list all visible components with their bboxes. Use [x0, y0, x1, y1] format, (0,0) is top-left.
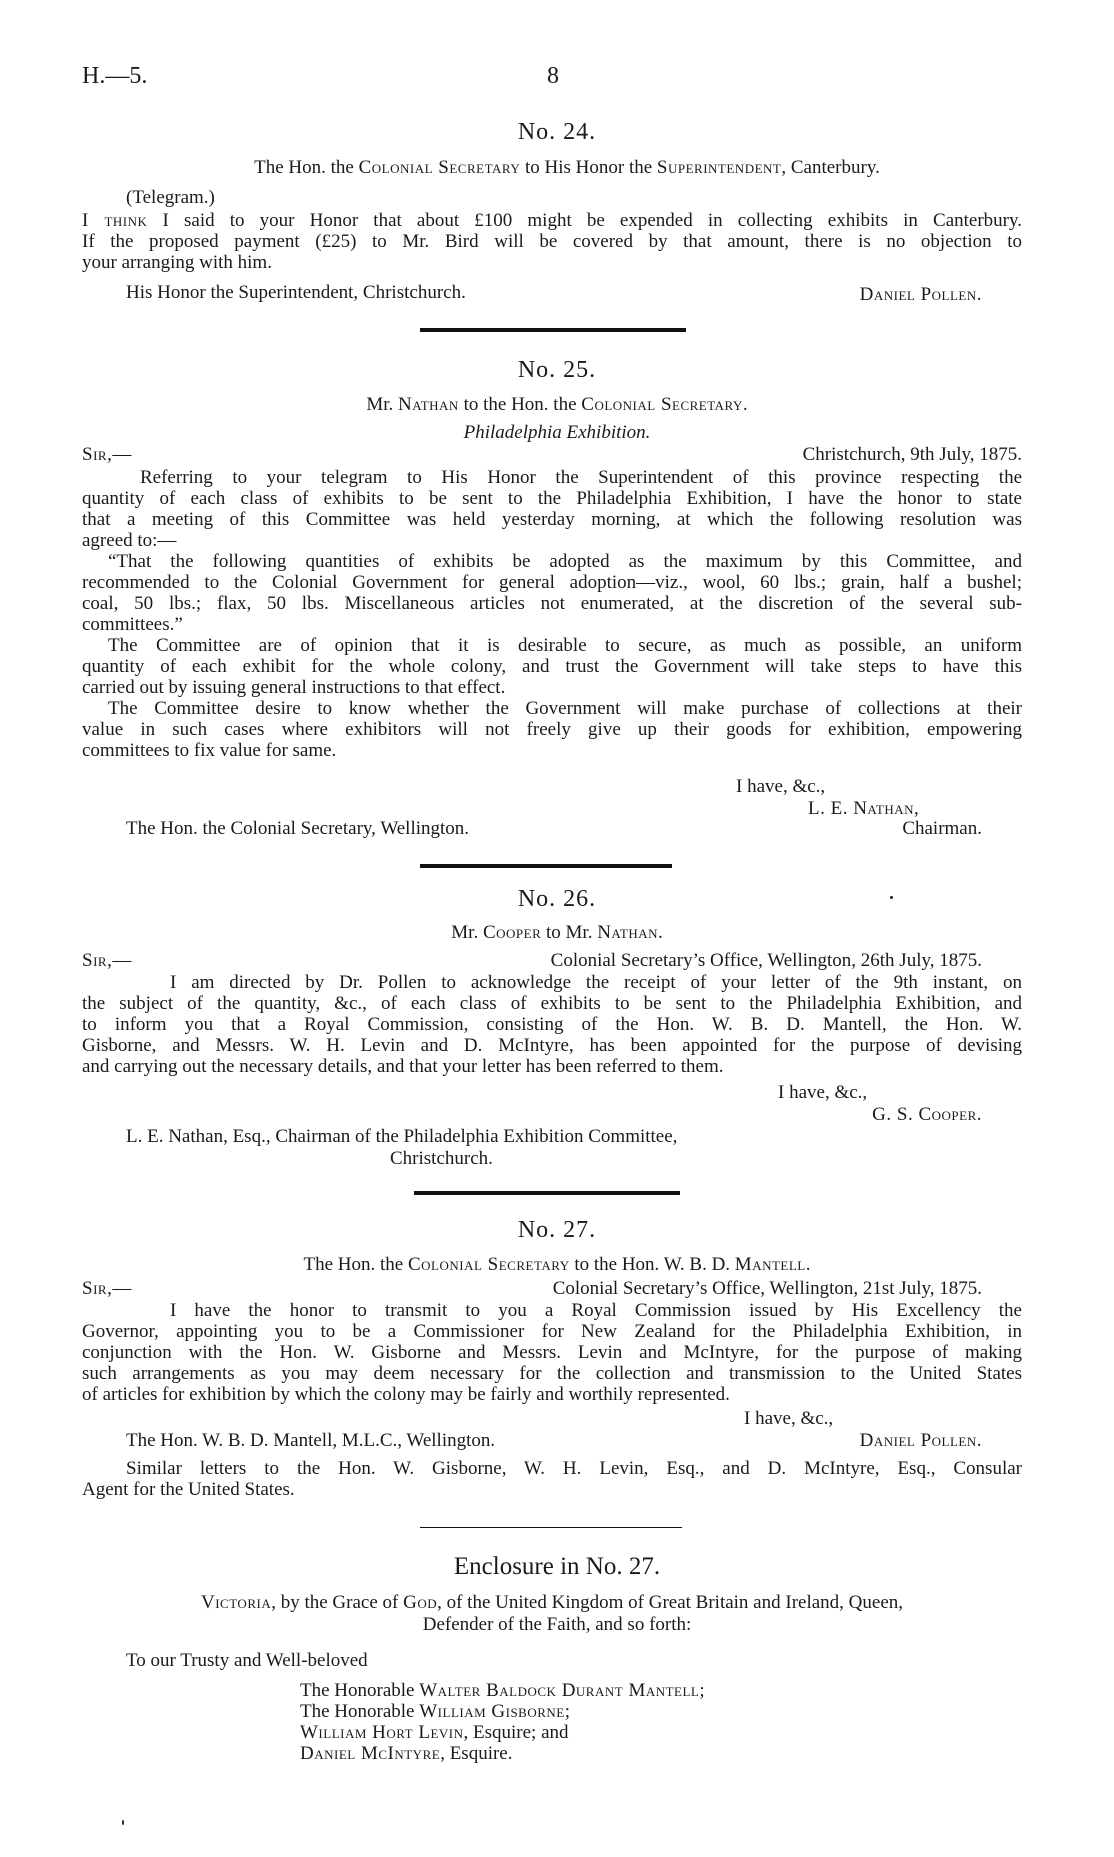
addressee-26-line2: Christchurch.	[390, 1148, 493, 1169]
ink-speck	[122, 1820, 124, 1825]
proclamation-line1: Victoria, by the Grace of God, of the United Kingdom of Great Britain and Ireland, Queen,	[201, 1592, 903, 1613]
closing-27: I have, &c.,	[744, 1408, 834, 1429]
recipient: The Honorable William Gisborne;	[300, 1701, 571, 1722]
dateline-27: Colonial Secretary’s Office, Wellington, 21st July, 1875.	[552, 1278, 982, 1299]
enclosure-title: Enclosure in No. 27.	[453, 1553, 661, 1580]
recipient: The Honorable Walter Baldock Durant Mantell;	[300, 1680, 705, 1701]
ink-speck	[890, 896, 893, 899]
salutation-26: Sir,—	[82, 950, 132, 971]
letter-subject-25: Philadelphia Exhibition.	[463, 422, 651, 443]
dateline-25: Christchurch, 9th July, 1875.	[802, 444, 1022, 465]
addressee-27: The Hon. W. B. D. Mantell, M.L.C., Wellington.	[126, 1430, 496, 1451]
addressee-24: His Honor the Superintendent, Christchurch.	[126, 282, 466, 303]
closing-26: I have, &c.,	[778, 1082, 868, 1103]
section-divider	[420, 328, 686, 332]
letter-body-27: I have the honor to transmit to you a Royal Commission issued by His Excellency the Governor, appointing you to be a Commissioner for New Zealand for the Philadelphia Exhibition, in conjunction with the Hon. W. Gisborne and Messrs. Levin and McIntyre, for the purpose of making such arrangements as you may deem necessary for the collection and transmission to the United States of articles for exhibition by which the colony may be fairly and worthily represented.	[82, 1300, 1022, 1405]
series-marker: H.—5.	[82, 63, 148, 89]
recipient-list	[300, 1680, 705, 1764]
signer-title-25: Chairman.	[902, 818, 982, 839]
closing-25: I have, &c.,	[736, 776, 826, 797]
item-heading-24: The Hon. the Colonial Secretary to His Honor the Superintendent, Canterbury.	[254, 157, 880, 178]
item-heading-26: Mr. Cooper to Mr. Nathan.	[451, 922, 663, 943]
note-27: Similar letters to the Hon. W. Gisborne, W. H. Levin, Esq., and D. McIntyre, Esq., Consular Agent for the United States.	[82, 1458, 1022, 1500]
dateline-26: Colonial Secretary’s Office, Wellington, 26th July, 1875.	[550, 950, 982, 971]
letter-body-25: Referring to your telegram to His Honor the Superintendent of this province respecting the quantity of each class of exhibits to be sent to the Philadelphia Exhibition, I have the honor to state that a meeting of this Committee was held yesterday morning, at which the following resolution was agreed to:— “That the following quantities of exhibits be adopted as the maximum by this Committee, and recommended to the Colonial Government for general adoption—viz., wool, 60 lbs.; grain, half a bushel; coal, 50 lbs.; flax, 50 lbs. Miscellaneous articles not enumerated, at the discretion of the several sub- committees.” The Committee are of opinion that it is desirable to secure, as much as possible, an uniform quantity of each exhibit for the whole colony, and trust the Government will take steps to have this carried out by issuing general instructions to that effect. The Committee desire to know whether the Government will make purchase of collections at their value in such cases where exhibitors will not freely give up their goods for exhibition, empowering committees to fix value for same.	[82, 467, 1022, 761]
recipient: Daniel McIntyre, Esquire.	[300, 1743, 513, 1764]
recipient: William Hort Levin, Esquire; and	[300, 1722, 569, 1743]
addressee-26-line1: L. E. Nathan, Esq., Chairman of the Philadelphia Exhibition Committee,	[126, 1126, 678, 1147]
salutation-27: Sir,—	[82, 1278, 132, 1299]
proclamation-line2: Defender of the Faith, and so forth:	[422, 1614, 692, 1635]
item-heading-27: The Hon. the Colonial Secretary to the Hon. W. B. D. Mantell.	[303, 1254, 811, 1275]
addressee-25: The Hon. the Colonial Secretary, Wellington.	[126, 818, 470, 839]
item-number-26: No. 26.	[517, 886, 597, 912]
section-divider	[420, 864, 672, 868]
signature-26: G. S. Cooper.	[872, 1104, 982, 1125]
letter-body-26: I am directed by Dr. Pollen to acknowledge the receipt of your letter of the 9th instant, on the subject of the quantity, &c., of each class of exhibits to be sent to the Philadelphia Exhibition, and to inform you that a Royal Commission, consisting of the Hon. W. B. D. Mantell, the Hon. W. Gisborne, and Messrs. W. H. Levin and D. McIntyre, has been appointed for the purpose of devising and carrying out the necessary details, and that your letter has been referred to them.	[82, 972, 1022, 1077]
page-number: 8	[547, 63, 559, 89]
telegram-label: (Telegram.)	[126, 187, 215, 208]
enclosure-divider	[420, 1527, 682, 1528]
salutation-25: Sir,—	[82, 444, 132, 465]
signature-27: Daniel Pollen.	[859, 1430, 982, 1451]
item-number-24: No. 24.	[517, 119, 597, 145]
item-number-27: No. 27.	[517, 1217, 597, 1243]
item-heading-25: Mr. Nathan to the Hon. the Colonial Secretary.	[366, 394, 748, 415]
signature-24: Daniel Pollen.	[859, 284, 982, 305]
signature-25: L. E. Nathan,	[808, 798, 920, 819]
proclamation-to: To our Trusty and Well-beloved	[126, 1650, 368, 1671]
telegram-body-24: I think I said to your Honor that about £100 might be expended in collecting exhibits in Canterbury. If the proposed payment (£25) to Mr. Bird will be covered by that amount, there is no objection to your arranging with him.	[82, 210, 1023, 273]
item-number-25: No. 25.	[517, 357, 597, 383]
section-divider	[414, 1191, 680, 1195]
